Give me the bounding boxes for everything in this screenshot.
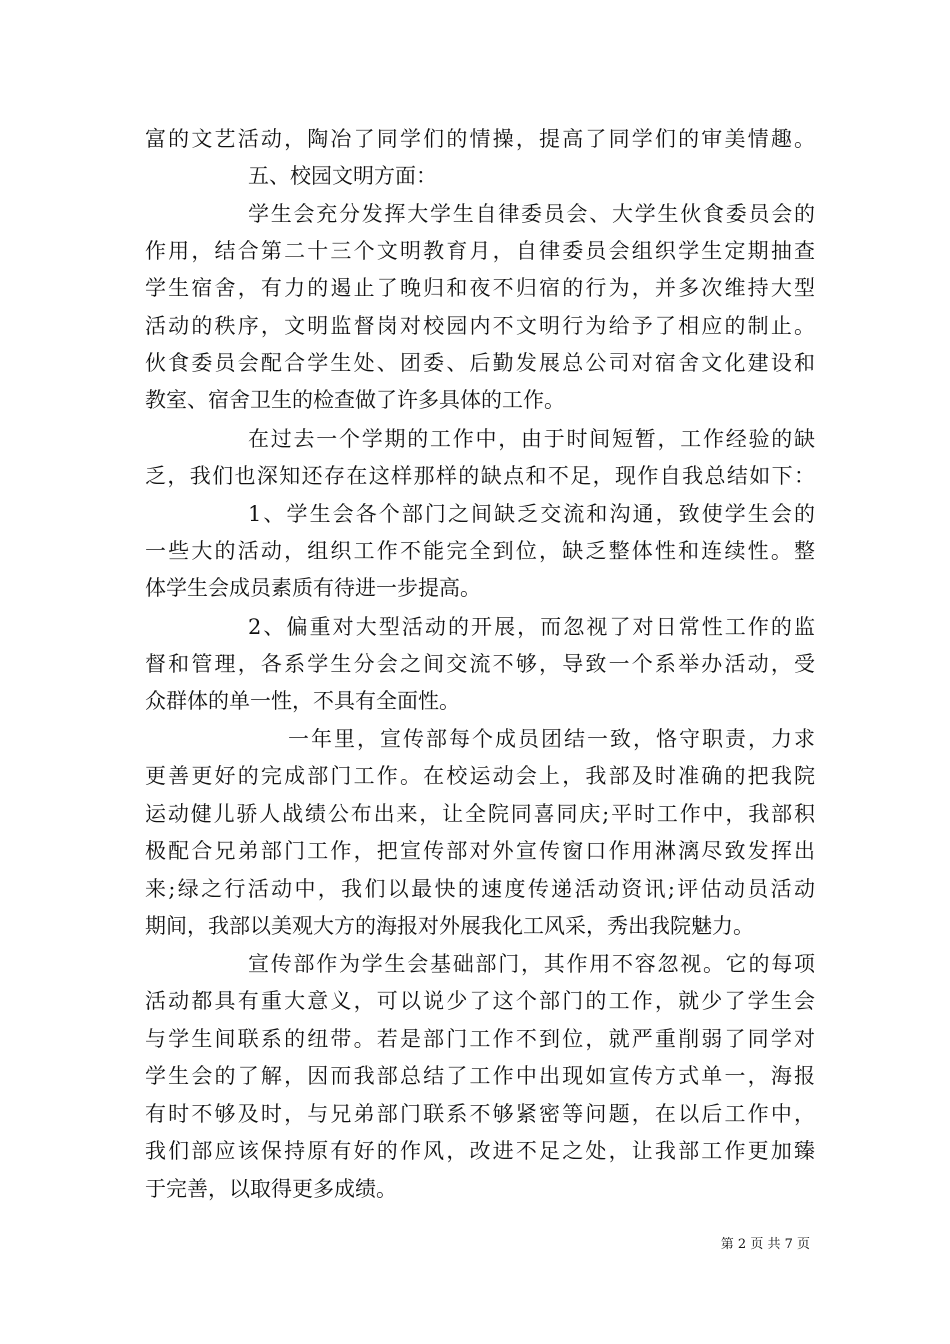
text-line: 体学生会成员素质有待进一步提高。 [145,576,481,600]
text-line: 乏，我们也深知还存在这样那样的缺点和不足，现作自我总结如下： [145,464,815,488]
text-line: 宣传部作为学生会基础部门，其作用不容忽视。它的每项 [248,952,815,976]
text-line: 运动健儿骄人战绩公布出来，让全院同喜同庆;平时工作中，我部积 [145,802,815,826]
text-line: 在过去一个学期的工作中，由于时间短暂，工作经验的缺 [248,427,815,451]
text-line: 活动都具有重大意义，可以说少了这个部门的工作，就少了学生会 [145,989,815,1013]
text-line: 学生会充分发挥大学生自律委员会、大学生伙食委员会的 [248,202,815,226]
text-line: 学生会的了解，因而我部总结了工作中出现如宣传方式单一，海报 [145,1064,815,1088]
text-line: 活动的秩序，文明监督岗对校园内不文明行为给予了相应的制止。 [145,314,815,338]
text-line: 学生宿舍，有力的遏止了晚归和夜不归宿的行为，并多次维持大型 [145,276,815,300]
text-line: 2、偏重对大型活动的开展，而忽视了对日常性工作的监 [248,615,815,639]
text-line: 期间，我部以美观大方的海报对外展我化工风采，秀出我院魅力。 [145,914,754,938]
text-line: 1、学生会各个部门之间缺乏交流和沟通，致使学生会的 [248,502,815,526]
text-line: 于完善，以取得更多成绩。 [145,1177,397,1201]
text-line: 督和管理，各系学生分会之间交流不够，导致一个系举办活动，受 [145,652,815,676]
text-line: 我们部应该保持原有好的作风，改进不足之处，让我部工作更加臻 [145,1139,815,1163]
text-line: 作用，结合第二十三个文明教育月，自律委员会组织学生定期抽查 [145,239,815,263]
text-line: 众群体的单一性，不具有全面性。 [145,689,460,713]
text-line: 一些大的活动，组织工作不能完全到位，缺乏整体性和连续性。整 [145,539,815,563]
text-line: 与学生间联系的纽带。若是部门工作不到位，就严重削弱了同学对 [145,1027,815,1051]
text-line: 一年里，宣传部每个成员团结一致，恪守职责，力求 [288,727,815,751]
text-line: 更善更好的完成部门工作。在校运动会上，我部及时准确的把我院 [145,764,815,788]
text-line: 极配合兄弟部门工作，把宣传部对外宣传窗口作用淋漓尽致发挥出 [145,839,815,863]
text-line: 伙食委员会配合学生处、团委、后勤发展总公司对宿舍文化建设和 [145,351,815,375]
text-line: 教室、宿舍卫生的检查做了许多具体的工作。 [145,388,565,412]
text-line: 有时不够及时，与兄弟部门联系不够紧密等问题，在以后工作中， [145,1102,815,1126]
section-heading: 五、校园文明方面： [248,164,437,188]
page-number: 第 2 页 共 7 页 [720,1237,810,1252]
text-line: 富的文艺活动，陶冶了同学们的情操，提高了同学们的审美情趣。 [145,127,815,151]
text-line: 来;绿之行活动中，我们以最快的速度传递活动资讯;评估动员活动 [145,877,815,901]
